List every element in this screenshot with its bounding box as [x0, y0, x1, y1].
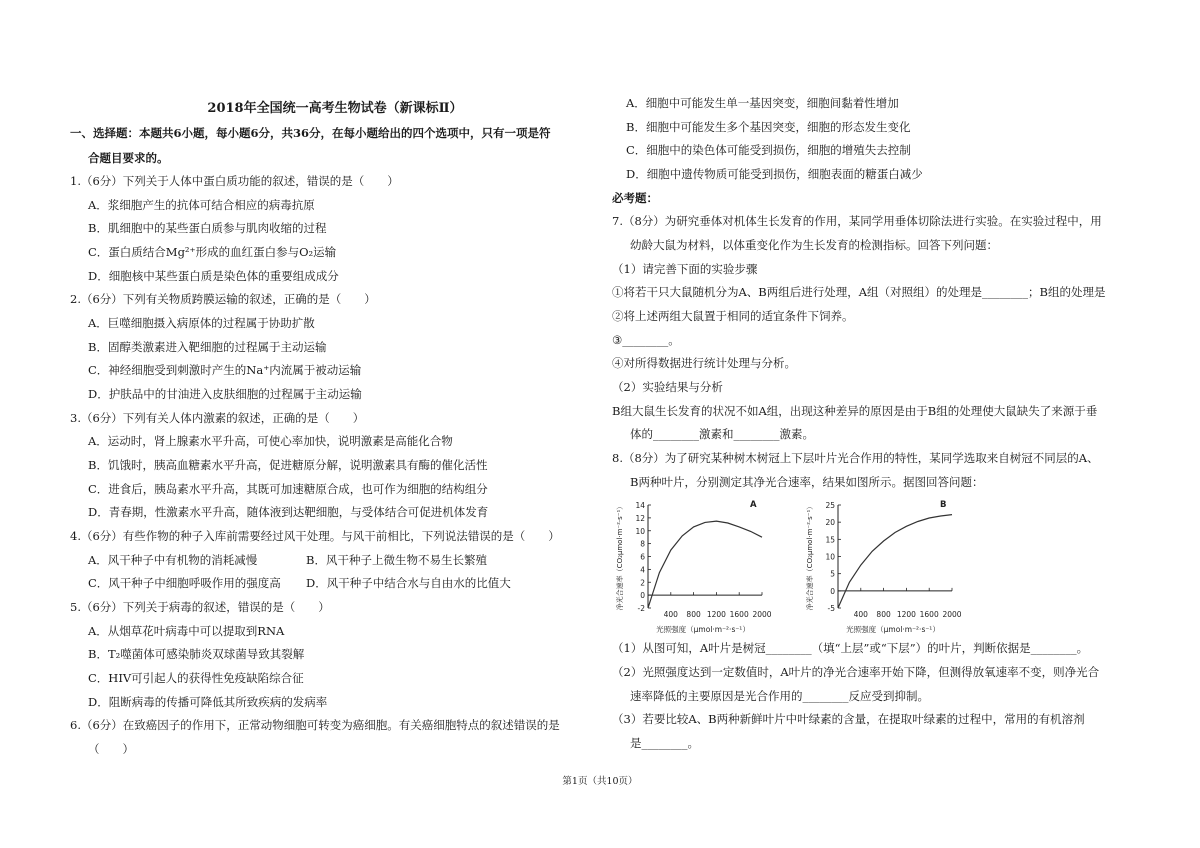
- section-heading: 一、选择题：本题共6小题，每小题6分，共36分，在每小题给出的四个选项中，只有一项是符: [70, 126, 551, 140]
- x-tick-label: 1200: [706, 610, 726, 619]
- y-tick-label: 10: [635, 526, 645, 536]
- series-line-B: [838, 515, 952, 608]
- q5-option-a: A．从烟草花叶病毒中可以提取到RNA: [88, 624, 285, 638]
- x-axis-label: 光照强度（μmol·m⁻²·s⁻¹）: [846, 625, 940, 634]
- y-tick-label: -2: [637, 604, 645, 613]
- q7-step3: ③________。: [612, 333, 680, 347]
- q5-option-d: D．阻断病毒的传播可降低其所致疾病的发病率: [88, 695, 328, 709]
- x-tick-label: 2000: [942, 610, 962, 619]
- q8-stem: 8.（8分）为了研究某种树木树冠上下层叶片光合作用的特性，某同学选取来自树冠不同层的A、: [612, 451, 1099, 465]
- x-tick-label: 1600: [729, 610, 749, 619]
- x-tick-label: 800: [876, 610, 891, 619]
- q7-result: B组大鼠生长发育的状况不如A组，出现这种差异的原因是由于B组的处理使大鼠缺失了来源于垂: [612, 404, 1098, 418]
- q7-step4: ④对所得数据进行统计处理与分析。: [612, 356, 796, 370]
- q4-option-b: B．风干种子上微生物不易生长繁殖: [306, 553, 487, 567]
- x-axis-label: 光照强度（μmol·m⁻²·s⁻¹）: [656, 625, 750, 634]
- y-tick-label: 14: [635, 501, 645, 510]
- y-tick-label: 4: [640, 565, 645, 575]
- q7-stem-cont: 幼龄大鼠为材料，以体重变化作为生长发育的检测指标。回答下列问题：: [630, 238, 998, 252]
- q8-stem-cont: B两种叶片，分别测定其净光合速率，结果如图所示。据图回答问题：: [630, 475, 984, 489]
- page-footer: 第1页（共10页）: [562, 776, 638, 787]
- q8-sub2: （2）光照强度达到一定数值时，A叶片的净光合速率开始下降，但测得放氧速率不变，则净光合: [612, 665, 1100, 679]
- y-tick-label: 0: [640, 591, 645, 601]
- q2-option-b: B．固醇类激素进入靶细胞的过程属于主动运输: [88, 340, 327, 354]
- q6-option-d: D．细胞中遗传物质可能受到损伤，细胞表面的糖蛋白减少: [626, 167, 923, 181]
- q4-stem: 4.（6分）有些作物的种子入库前需要经过风干处理。与风干前相比，下列说法错误的是（ ）: [70, 529, 560, 543]
- q2-stem: 2.（6分）下列有关物质跨膜运输的叙述，正确的是（ ）: [70, 292, 376, 306]
- q5-option-c: C．HIV可引起人的获得性免疫缺陷综合征: [88, 671, 304, 685]
- q5-stem: 5.（6分）下列关于病毒的叙述，错误的是（ ）: [70, 600, 330, 614]
- q6-option-b: B．细胞中可能发生多个基因突变，细胞的形态发生变化: [626, 120, 911, 134]
- chart-a: [612, 493, 787, 638]
- q1-option-d: D．细胞核中某些蛋白质是染色体的重要组成成分: [88, 269, 339, 283]
- q3-option-b: B．饥饿时，胰高血糖素水平升高，促进糖原分解，说明激素具有酶的催化活性: [88, 458, 488, 472]
- x-tick-label: 800: [686, 610, 701, 619]
- y-tick-label: 20: [825, 518, 835, 528]
- q1-option-a: A．浆细胞产生的抗体可结合相应的病毒抗原: [88, 198, 315, 212]
- q3-option-d: D．青春期，性激素水平升高，随体液到达靶细胞，与受体结合可促进机体发育: [88, 505, 489, 519]
- q8-sub1: （1）从图可知，A叶片是树冠________（填“上层”或“下层”）的叶片，判断依据是________。: [612, 641, 1089, 655]
- y-axis-label: 净光合速率（CO₂μmol·m⁻²·s⁻¹）: [806, 502, 814, 611]
- q1-option-b: B．肌细胞中的某些蛋白质参与肌肉收缩的过程: [88, 221, 327, 235]
- q1-option-c: C．蛋白质结合Mg²⁺形成的血红蛋白参与O₂运输: [88, 245, 337, 259]
- y-tick-label: 5: [830, 569, 835, 579]
- y-tick-label: 10: [825, 552, 835, 562]
- y-tick-label: 8: [640, 539, 645, 549]
- q2-option-a: A．巨噬细胞摄入病原体的过程属于协助扩散: [88, 316, 315, 330]
- x-tick-label: 1200: [896, 610, 916, 619]
- q6-stem: 6.（6分）在致癌因子的作用下，正常动物细胞可转变为癌细胞。有关癌细胞特点的叙述错误的是: [70, 718, 560, 732]
- x-tick-label: 2000: [752, 610, 772, 619]
- q8-sub2-cont: 速率降低的主要原因是光合作用的________反应受到抑制。: [630, 689, 929, 703]
- q7-stem: 7.（8分）为研究垂体对机体生长发育的作用，某同学用垂体切除法进行实验。在实验过程中，用: [612, 214, 1102, 228]
- q5-option-b: B．T₂噬菌体可感染肺炎双球菌导致其裂解: [88, 647, 305, 661]
- q6-option-c: C．细胞中的染色体可能受到损伤，细胞的增殖失去控制: [626, 143, 911, 157]
- q3-option-c: C．进食后，胰岛素水平升高，其既可加速糖原合成，也可作为细胞的结构组分: [88, 482, 488, 496]
- q8-sub3-cont: 是________。: [630, 736, 699, 750]
- q2-option-d: D．护肤品中的甘油进入皮肤细胞的过程属于主动运输: [88, 387, 362, 401]
- series-label: A: [750, 500, 757, 510]
- q7-part2: （2）实验结果与分析: [612, 380, 723, 394]
- y-tick-label: 12: [635, 513, 645, 523]
- q7-step1: ①将若干只大鼠随机分为A、B两组后进行处理，A组（对照组）的处理是________；B组的处理是: [612, 285, 1106, 299]
- q7-part1: （1）请完善下面的实验步骤: [612, 262, 758, 276]
- q2-option-c: C．神经细胞受到刺激时产生的Na⁺内流属于被动运输: [88, 363, 362, 377]
- q4-option-c: C．风干种子中细胞呼吸作用的强度高: [88, 576, 281, 590]
- q1-stem: 1.（6分）下列关于人体中蛋白质功能的叙述，错误的是（ ）: [70, 174, 399, 188]
- required-heading: 必考题：: [612, 191, 658, 205]
- y-tick-label: -5: [827, 604, 835, 613]
- section-heading-cont: 合题目要求的。: [88, 151, 169, 165]
- y-tick-label: 0: [830, 586, 835, 596]
- q3-stem: 3.（6分）下列有关人体内激素的叙述，正确的是（ ）: [70, 411, 365, 425]
- series-label: B: [940, 500, 947, 510]
- y-tick-label: 2: [640, 578, 645, 588]
- q8-sub3: （3）若要比较A、B两种新鲜叶片中叶绿素的含量，在提取叶绿素的过程中，常用的有机溶剂: [612, 712, 1085, 726]
- q4-option-a: A．风干种子中有机物的消耗减慢: [88, 553, 258, 567]
- q7-result-cont: 体的________激素和________激素。: [630, 427, 814, 441]
- y-tick-label: 15: [825, 535, 835, 545]
- q6-option-a: A．细胞中可能发生单一基因突变，细胞间黏着性增加: [626, 96, 899, 110]
- q6-stem-cont: （ ）: [88, 742, 134, 756]
- q3-option-a: A．运动时，肾上腺素水平升高，可使心率加快，说明激素是高能化合物: [88, 434, 453, 448]
- x-tick-label: 400: [663, 610, 678, 619]
- y-tick-label: 6: [640, 552, 645, 562]
- x-tick-label: 1600: [919, 610, 939, 619]
- y-axis-label: 净光合速率（CO₂μmol·m⁻²·s⁻¹）: [616, 502, 624, 611]
- y-tick-label: 25: [825, 501, 835, 510]
- exam-title: 2018年全国统一高考生物试卷（新课标Ⅱ）: [207, 101, 463, 116]
- q4-option-d: D．风干种子中结合水与自由水的比值大: [306, 576, 511, 590]
- q7-step2: ②将上述两组大鼠置于相同的适宜条件下饲养。: [612, 309, 854, 323]
- chart-b: [802, 493, 977, 638]
- x-tick-label: 400: [853, 610, 868, 619]
